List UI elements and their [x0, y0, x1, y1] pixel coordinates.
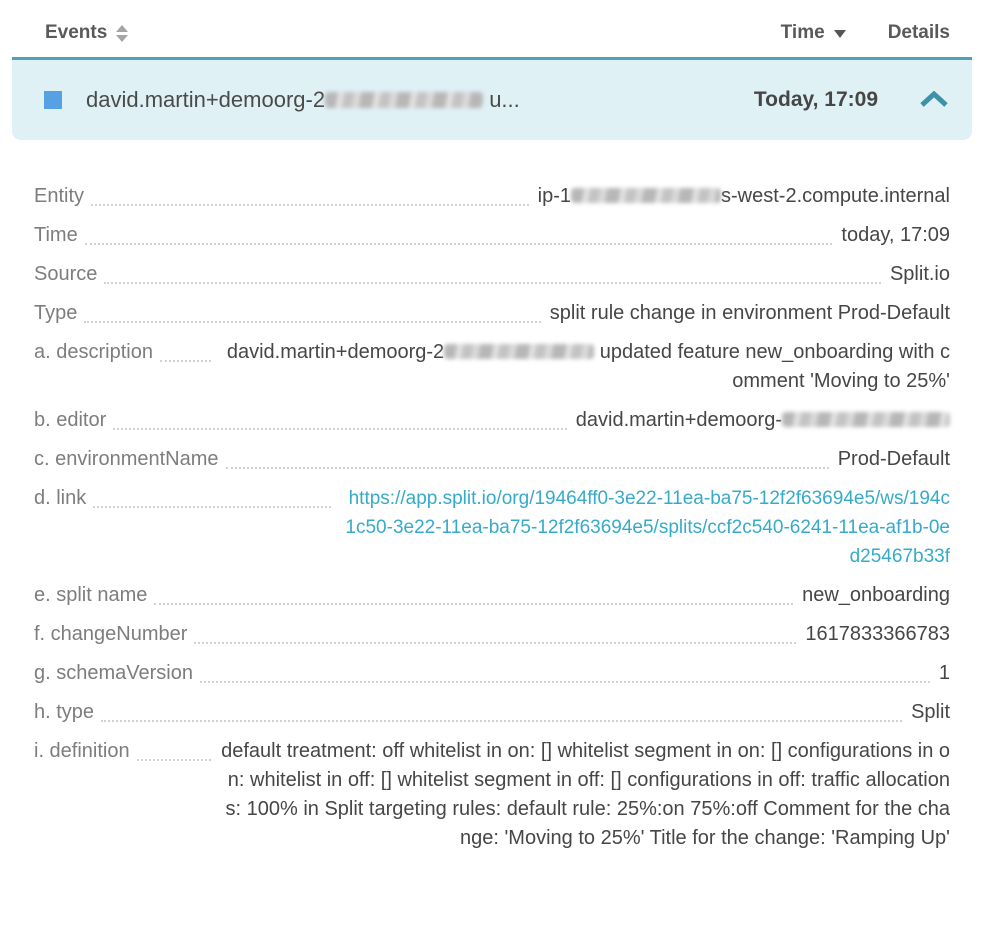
leader-line — [194, 620, 796, 644]
property-label: Source — [34, 263, 98, 285]
property-row-definition — [34, 737, 950, 853]
property-label: f. changeNumber — [34, 623, 188, 645]
sort-arrows-icon[interactable] — [116, 25, 128, 42]
property-row-schema-version — [34, 659, 950, 688]
leader-line — [101, 698, 902, 722]
caret-down-icon — [834, 30, 846, 38]
property-label: b. editor — [34, 409, 107, 431]
property-value: Split.io — [889, 263, 950, 285]
property-row-link — [34, 484, 950, 571]
property-label: Entity — [34, 185, 85, 207]
property-value: 1617833366783 — [805, 623, 950, 645]
redacted-blur — [782, 412, 950, 427]
property-value: david.martin+demoorg- — [576, 406, 950, 435]
leader-line — [93, 484, 331, 508]
property-label: e. split name — [34, 584, 148, 606]
property-row-type-split — [34, 698, 950, 727]
leader-line — [160, 338, 211, 362]
leader-line — [200, 659, 930, 683]
property-label: a. description — [34, 341, 153, 363]
event-title: david.martin+demoorg-2 u... — [86, 87, 520, 112]
event-marker-square-icon — [44, 91, 62, 109]
event-time: Today, 17:09 — [753, 88, 878, 111]
event-row[interactable] — [12, 57, 972, 140]
property-row-source — [34, 260, 950, 289]
property-row-change-number — [34, 620, 950, 649]
property-label: d. link — [34, 487, 87, 509]
property-value: split rule change in environment Prod-Default — [549, 302, 950, 324]
leader-line — [104, 260, 881, 284]
split-event-link[interactable]: https://app.split.io/org/19464ff0-3e22-11ea-ba75-12f2f63694e5/ws/194c1c50-3e22-11ea-ba75-12f2f63694e5/splits/ccf2c540-6241-11ea-af1b-0ed25467b33f — [345, 488, 950, 567]
property-label: i. definition — [34, 740, 130, 762]
property-value: default treatment: off whitelist in on: [] whitelist segment in on: [] configurations in on: whitelist in off: [] whitelist segment in off: [] configurations in off: traffic allocations: 100% in Split targeting rules: default rule: 25%:on 75%:off Comment for the change: 'Moving to 25%' Title for the change: 'Ramping Up' — [221, 740, 950, 849]
leader-line — [226, 445, 829, 469]
redacted-blur — [325, 92, 483, 108]
events-table-header — [0, 0, 984, 57]
property-value: 1 — [938, 662, 950, 684]
leader-line — [113, 406, 567, 430]
property-label: Type — [34, 302, 78, 324]
collapse-chevron-up-icon[interactable] — [918, 91, 950, 109]
property-value: Prod-Default — [837, 448, 950, 470]
property-row-editor — [34, 406, 950, 435]
redacted-blur — [444, 344, 594, 359]
property-value: today, 17:09 — [841, 224, 950, 246]
sort-down-arrow-icon — [116, 35, 128, 42]
event-details-panel — [34, 182, 950, 853]
property-row-entity — [34, 182, 950, 211]
property-value: new_onboarding — [802, 584, 950, 606]
events-column-label: Events — [45, 22, 108, 43]
leader-line — [84, 299, 540, 323]
details-column-label: Details — [887, 22, 950, 43]
leader-line — [85, 221, 833, 245]
redacted-blur — [571, 188, 721, 203]
property-label: c. environmentName — [34, 448, 219, 470]
property-row-time — [34, 221, 950, 250]
property-row-environment-name — [34, 445, 950, 474]
property-row-description — [34, 338, 950, 396]
property-label: g. schemaVersion — [34, 662, 193, 684]
property-row-type — [34, 299, 950, 328]
events-column-header[interactable] — [45, 22, 128, 44]
leader-line — [91, 182, 529, 206]
time-column-label: Time — [780, 22, 825, 43]
property-label: Time — [34, 224, 78, 246]
property-label: h. type — [34, 701, 95, 723]
property-value: Split — [911, 701, 950, 723]
property-value: ip-1 s-west-2.compute.internal — [537, 185, 950, 207]
property-value: david.martin+demoorg-2 updated feature new_onboarding with comment 'Moving to 25%' — [226, 341, 950, 392]
leader-line — [137, 737, 211, 761]
time-column-header[interactable] — [781, 22, 846, 44]
leader-line — [154, 581, 793, 605]
property-row-split-name — [34, 581, 950, 610]
sort-up-arrow-icon — [116, 25, 128, 32]
